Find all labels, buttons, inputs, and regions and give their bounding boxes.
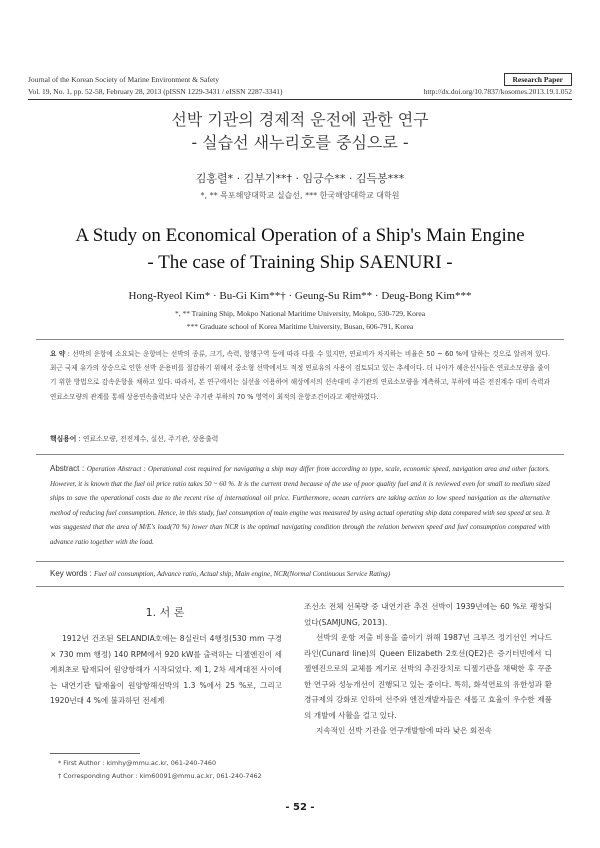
english-affiliation-1: *, ** Training Ship, Mokpo National Maritime University, Mokpo, 530-729, Korea [174,309,426,318]
body-left-column [50,631,282,709]
body-paragraph-2: 선박의 운항 저출 비용을 줄이기 위해 1987년 크루즈 정기선인 커나드 라인(Cunard line)의 Queen Elizabeth 2호선(QE2)은 증기터빈에서 디젤엔진으로의 교체를 계기로 선박의 추진장치로 디젤기관을 채택한 후 꾸준한 연구와 성능개선이 진행되고 있는 중이다. 특히, 화석연료의 유한성과 환경규제의 강화로 인하여 선주와 엔진개발자들은 새롭고 효율이 우수한 제품의 개발에 사활을 걸고 있다. [304,633,552,720]
english-keywords-text: Fuel oil consumption, Advance ratio, Actual ship, Main engine, NCR(Normal Continuous Service Rating) [94,570,391,578]
korean-subtitle: - 실습선 새누리호를 중심으로 - [191,133,409,152]
journal-header [28,74,572,98]
keywords-divider [36,561,564,562]
english-keywords [50,569,390,578]
header-divider [28,99,572,100]
english-keywords-label: Key words : [50,569,95,578]
body-right-column [304,599,552,739]
korean-abstract-text: : 선박의 운항에 소요되는 운항비는 선박의 종류, 크기, 속력, 항행구역 등에 따라 다를 수 있지만, 연료비가 차지하는 비율은 50 ~ 60 %에 달하는 것으로 알려져 있다. 최근 국제 유가의 상승으로 인한 선박 운용비를 절감하기 위해서 중소형 선박에서도 적정 연료유의 사용이 검토되고 있는 추세이다. 더 나아가 해운선사들은 연료소모량을 줄이기 위한 방법으로 감속운항을 채하고 있다. 따라서, 본 연구에서는 실선을 이용하여 해상에서의 선속대비 주기관의 연료소모량을 계측하고, 부하에 따른 전진계수 대비 속력과 연료소모량의 관계를 통해 상용연속출력보다 낮은 주기관 부하의 70 % 영역이 최적의 운항조건이라고 제안하였다. [50,350,550,401]
korean-title: 선박 기관의 경제적 운전에 관한 연구 [171,110,429,129]
doi-link[interactable]: http://dx.doi.org/10.7837/kosomes.2013.19.1.052 [423,87,572,96]
korean-keywords-text: : 연료소모량, 전진계수, 실선, 주기관, 상용출력 [76,435,219,443]
footnote-divider [50,753,140,754]
korean-keywords-label: 핵심용어 [50,435,77,443]
english-abstract-label: Abstract : [50,464,87,473]
english-authors: Hong-Ryeol Kim* · Bu-Gi Kim**† · Geung-Su Rim** · Deug-Bong Kim*** [128,290,472,302]
english-subtitle: - The case of Training Ship SAENURI - [147,252,453,273]
footnote-first-author: * First Author : kimhy@mmu.ac.kr, 061-240-7460 [58,759,217,767]
english-abstract [50,462,550,550]
volume-info: Vol. 19, No. 1, pp. 52-58, February 28, 2013 (pISSN 1229-3431 / eISSN 2287-3341) [28,87,283,96]
korean-affiliations: *, ** 목포해양대학교 실습선, *** 한국해양대학교 대학원 [200,191,400,200]
english-title: A Study on Economical Operation of a Ship's Main Engine [75,225,525,246]
page-number: - 52 - [285,802,315,813]
body-top-divider [36,586,564,587]
article-type-badge: Research Paper [504,73,572,86]
abstract-top-divider [36,339,564,340]
section-heading-introduction: 1. 서 론 [145,606,185,619]
journal-name: Journal of the Korean Society of Marine Environment & Safety [28,75,219,84]
body-paragraph-3: 지속적인 선박 기관을 연구개발함에 따라 낮은 회전속 [316,726,492,735]
english-affiliation-2: *** Graduate school of Korea Maritime University, Busan, 606-791, Korea [186,322,414,331]
english-abstract-text: Operation Abstract : Operational cost required for navigating a ship may differ from according to type, scale, economic speed, navigation area and other factors. However, it is known that the fuel oil price ratio takes 50 ~ 60 %. It is the current trend because of the use of poor quality fuel and it is reviewed even for small to medium sized ships to save the operational costs due to the recent rise of international oil price. Furthermore, ocean carriers are taking action to low speed navigation as the alternative method of reducing fuel consumption. Hence, in this study, fuel consumption of main engine was measured by using actual operating ship data compared with sea speed at sea. It was suggested that the area of M/E's load(70 %) lower than NCR is the optimal navigating condition through the relation between speed and fuel consumption compared with advance ratio together with the load. [50,465,550,546]
korean-abstract [50,347,550,404]
korean-keywords [50,433,218,443]
body-paragraph-1: 1912년 건조된 SELANDIA호에는 8실린더 4행정(530 mm 구경 × 730 mm 행정) 140 RPM에서 920 kW를 출력하는 디젤엔진이 세계최초로 탑재되어 원양항해가 시작되었다. 제 1, 2차 세계대전 사이에는 내연기관 탑재율이 원양항해선박의 1.3 %에서 25 %로, 그리고 1920년대 4 %에 불과하던 전세계 [50,634,282,705]
footnote-corresponding-author: † Corresponding Author : kim60091@mmu.ac.kr, 061-240-7462 [58,772,262,780]
korean-authors: 김홍렬* · 김부기**† · 임긍수** · 김득봉*** [195,172,405,185]
body-paragraph-continuation: 조선소 전체 선복량 중 내연기관 추진 선박이 1939년에는 60 %로 팽창되었다(SAMJUNG, 2013). [304,602,552,627]
abstract-mid-divider [36,454,564,455]
korean-abstract-label: 요 약 [50,350,66,358]
